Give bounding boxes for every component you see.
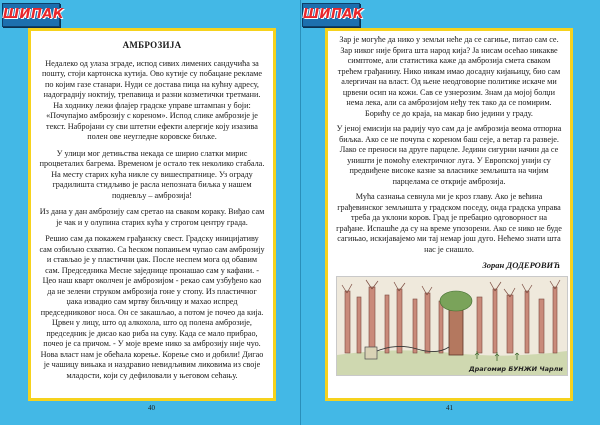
page-number: 41 [446,404,453,412]
logo-text: ШИПАК [303,7,365,22]
page-number: 40 [148,404,155,412]
paragraph: Решио сам да покажем грађанску свест. Градску иницијативу сам озбиљно схватио. Са ћеском попаињем чупао сам амброзију и стављао је у пластични џак. После неспем мога од обавим сам. Председника Месне заједнице пронашао сам у кафани. - Цео наш кварт околчен је амброзијом - рекао сам узбуђено као да не зелени струком амброзија гоне у стопу. Из пластичног џака извадио сам мртву биљчицу и махао испред председниковог носа. Он се закашљао, а потом је почео да кија. Црвен у лицу, што од алкохола, што од полена амброзије, председник је дисао као риба на суву. Када се мало прибрао, почео је са причом. - У моје време нико за амброзију није чуо. Нова власт нам је обећала корење. Корење смо и добили! Дигао је чашицу вињака и наздравио невидљивим ликовима из своје младости, који су дефиловали у његовом сећању. [39,234,265,380]
illustration-credit: Драгомир БУНЖИ Чарли [468,364,563,373]
article-panel-right [325,28,573,401]
paragraph: Зар је могуће да нико у земљи неће да се сагиње, питао сам се. Зар никог није брига шта народ кија? Ја нисам осећао никакве симптоме, али статистика каже да амброзија смета сваком трећем грађанину. Нико никам имао досадну кијањицу, био сам алергичан на власт. Од њене неодговорне политике искаче ми црвени осип на кожи. Сав се узнерозим. Знам да мојој болџи нема лека, али са амброзијом неђу тек тако да се помирим. Борићу се до краја, на макар био једини у граду. [337,35,561,118]
paragraph: Недалеко од улаза зграде, испод сивих лимених сандучића за пошту, стоји картонска кутија. Ово кутије су побацане рекламе по којим газе станари. Нуди се достава пица на кућну адресу, надограднју ноктију, трепавица и разни козметички третмани. На ходнику лежи флајер градске управе штампан у боји: «Почупајмо амброзију с кореном». Испод слике амброзије је текст. Набројани су сви штетни ефекти алергије коју изазива полен ове неугледне коровске биљке. [41,58,263,142]
article-title: АМБРОЗИЈА [122,40,182,50]
cartoon-drawing [337,277,567,375]
article-panel-left [28,28,276,401]
paragraph: Мућа сазнања севнула ми је кроз главу. Ако је већина грађевинског земљишта у градском поседу, онда градска управа треба да уклони коров. Град је пребацио одговорност на грађане. Испашће да су на време упозорени. Ако се нико не буде сагињао, искијавајемо ми тај немар још дуго. Нећемо знати шта нас је снашло. [336,192,562,254]
magazine-logo [302,3,365,27]
paragraph: У улици мог детињства некада се ширио слатки мирис процветалих багрема. Временом је остало тек неколико стабала. На месту старих кућа никле су вишеспратнице. Уз ограду градилишта стидљиво је расла непозната биљка у нашем подневљу – амброзија! [39,148,265,200]
author-signature: Зоран ДОДЕРОВИЋ [482,260,560,270]
logo-text: ШИПАК [3,7,65,22]
magazine-logo [2,3,65,27]
cartoon-illustration [336,276,568,376]
paragraph: У јеној емисији на радију чуо сам да је амброзија веома отпорна биљка. Ако се не почупа с кореном баш сеје, а ветар га развеје. Лако се преноси на друге парцеле. Једини сигурни начин да се уништи је помоћу електричног луга. У Европској унији су предвиђене високе казне за власнике земљишта на чијим парцелама се открије амброзија. [336,124,562,186]
paragraph: Из дана у дан амброзију сам сретао на сваком кораку. Виђао сам је чак и у олупина старих кућа у строгом центру града. [39,207,265,227]
